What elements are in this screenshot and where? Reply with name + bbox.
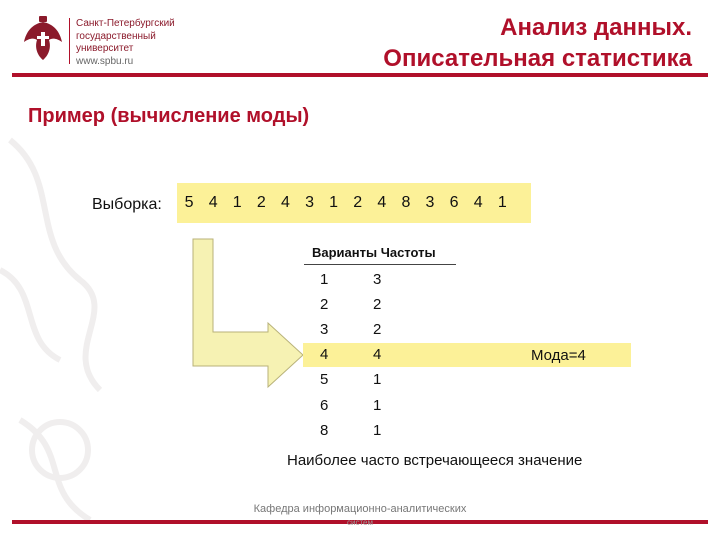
slide-subtitle: Пример (вычисление моды) [28, 105, 310, 127]
sample-value: 4 [208, 194, 218, 211]
university-name-line: Санкт-Петербургский [76, 18, 175, 29]
sample-value: 4 [473, 194, 483, 211]
sample-value: 8 [401, 194, 411, 211]
footer-department: Кафедра информационно-аналитических [253, 503, 467, 515]
sample-value: 1 [232, 194, 242, 211]
sample-value: 3 [425, 194, 435, 211]
sample-value: 6 [449, 194, 459, 211]
footer-department-line-2: систем [347, 518, 373, 527]
frequency-cell: 1 [373, 397, 382, 414]
frequency-cell: 1 [373, 422, 382, 439]
table-header-rule [304, 264, 456, 265]
sample-value: 1 [497, 194, 507, 211]
sample-value: 1 [329, 194, 339, 211]
variant-cell: 8 [320, 422, 329, 439]
university-url: www.spbu.ru [76, 55, 134, 67]
mode-label: Мода=4 [531, 347, 586, 364]
table-header: Варианты Частоты [312, 245, 436, 260]
sample-value: 2 [353, 194, 363, 211]
university-name-line: университет [76, 43, 134, 54]
sample-label: Выборка: [92, 196, 162, 213]
sample-value: 4 [280, 194, 290, 211]
frequency-cell: 1 [373, 371, 382, 388]
frequency-cell: 2 [373, 321, 382, 338]
variant-cell: 6 [320, 397, 329, 414]
frequency-cell: 3 [373, 271, 382, 288]
sample-value: 3 [305, 194, 314, 211]
variant-cell: 4 [320, 346, 329, 363]
sample-value: 5 [184, 194, 194, 211]
variant-cell: 2 [320, 296, 329, 313]
sample-value: 2 [256, 194, 266, 211]
frequency-cell: 2 [373, 296, 382, 313]
sample-value: 4 [377, 194, 387, 211]
variant-cell: 5 [320, 371, 329, 388]
university-name-line: государственный [76, 30, 156, 42]
slide-title-line-2: Описательная статистика [383, 45, 692, 72]
variant-cell: 1 [320, 271, 329, 288]
caption: Наиболее часто встречающееся значение [287, 452, 583, 469]
variant-cell: 3 [320, 321, 329, 338]
slide-title-line-1: Анализ данных. [500, 14, 692, 41]
frequency-cell: 4 [373, 346, 382, 363]
